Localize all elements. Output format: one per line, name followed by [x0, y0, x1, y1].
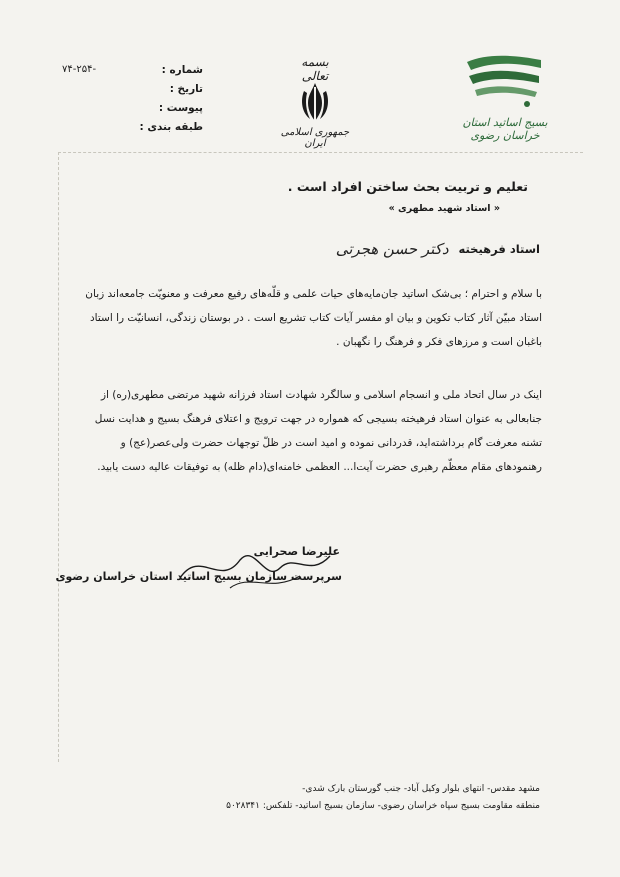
date-label: تاریخ :: [169, 82, 203, 95]
signer-name: علیرضا صحرایی: [253, 545, 340, 558]
bismillah-text: بسمه تعالی: [301, 55, 329, 83]
motto-attribution: « استاد شهید مطهری »: [388, 203, 500, 214]
signer-title: سرپرست سازمان بسیج اساتید استان خراسان رضوی: [55, 570, 342, 583]
country-name: جمهوری اسلامی ایران: [280, 127, 350, 149]
logo-label: بسیج اساتید استان خراسان رضوی: [462, 116, 548, 142]
letter-meta: [62, 60, 203, 136]
footer-org: منطقه مقاومت بسیج سپاه خراسان رضوی- سازمان بسیج اساتید- تلفکس: ۵۰۲۸۳۴۱: [226, 801, 540, 811]
classification-label: طبقه بندی :: [139, 120, 203, 133]
basij-logo: [455, 50, 555, 140]
header-divider: [58, 152, 583, 153]
addressee-name: دکتر حسن هجرتی: [335, 240, 449, 258]
emblem-icon: [300, 81, 330, 123]
number-label: شماره :: [161, 63, 203, 76]
attachment-row: [88, 98, 203, 117]
paragraph-2: اینک در سال اتحاد ملی و انسجام اسلامی و سالگرد شهادت استاد فرزانه شهید مرتضی مطهری(ره) از جنابعالی به عنوان استاد فرهیخته بسیجی که همواره در جهت ترویج و اعتلای فرهنگ بسیج و هدایت نسل تشنه معرفت گام برداشته‌اید، قدردانی نموده و امید است در ظلّ توجهات حضرت ولی‌عصر(عج) و رهنمودهای مقام معظّم رهبری حضرت آیت‌ا... العظمی خامنه‌ای(دام ظله) به توفیقات عالیه دست یابید.: [94, 389, 542, 473]
date-row: [88, 79, 203, 98]
addressee: [336, 240, 540, 258]
number-row: [62, 60, 203, 79]
footer-address: مشهد مقدس- انتهای بلوار وکیل آباد- جنب گورستان بارک شدی-: [302, 784, 540, 794]
iran-emblem: [270, 55, 360, 149]
margin-line: [58, 152, 59, 762]
paragraph-1: با سلام و احترام ؛ بی‌شک اساتید جان‌مایه‌های حیات علمی و قلّه‌های رفیع معرفت و معنویّت جامعه‌اند زبان استاد مبیّن آثار کتاب تکوین و بیان او مفسر آیات کتاب تشریع است . در بوستان زندگی، انسانیّت را استاد باغبان است و مرزهای فکر و فرهنگ را نگهبان .: [85, 288, 542, 348]
basij-logo-icon: [455, 50, 555, 112]
classification-row: [88, 117, 203, 136]
attachment-label: پیوست :: [158, 101, 203, 114]
motto-quote: تعلیم و تربیت بحث ساختن افراد است .: [287, 179, 528, 194]
number-value: ۷۴-۲۵۴-: [62, 64, 97, 75]
addressee-label: استاد فرهیخته: [458, 242, 540, 256]
handwritten-signature: [170, 538, 340, 598]
